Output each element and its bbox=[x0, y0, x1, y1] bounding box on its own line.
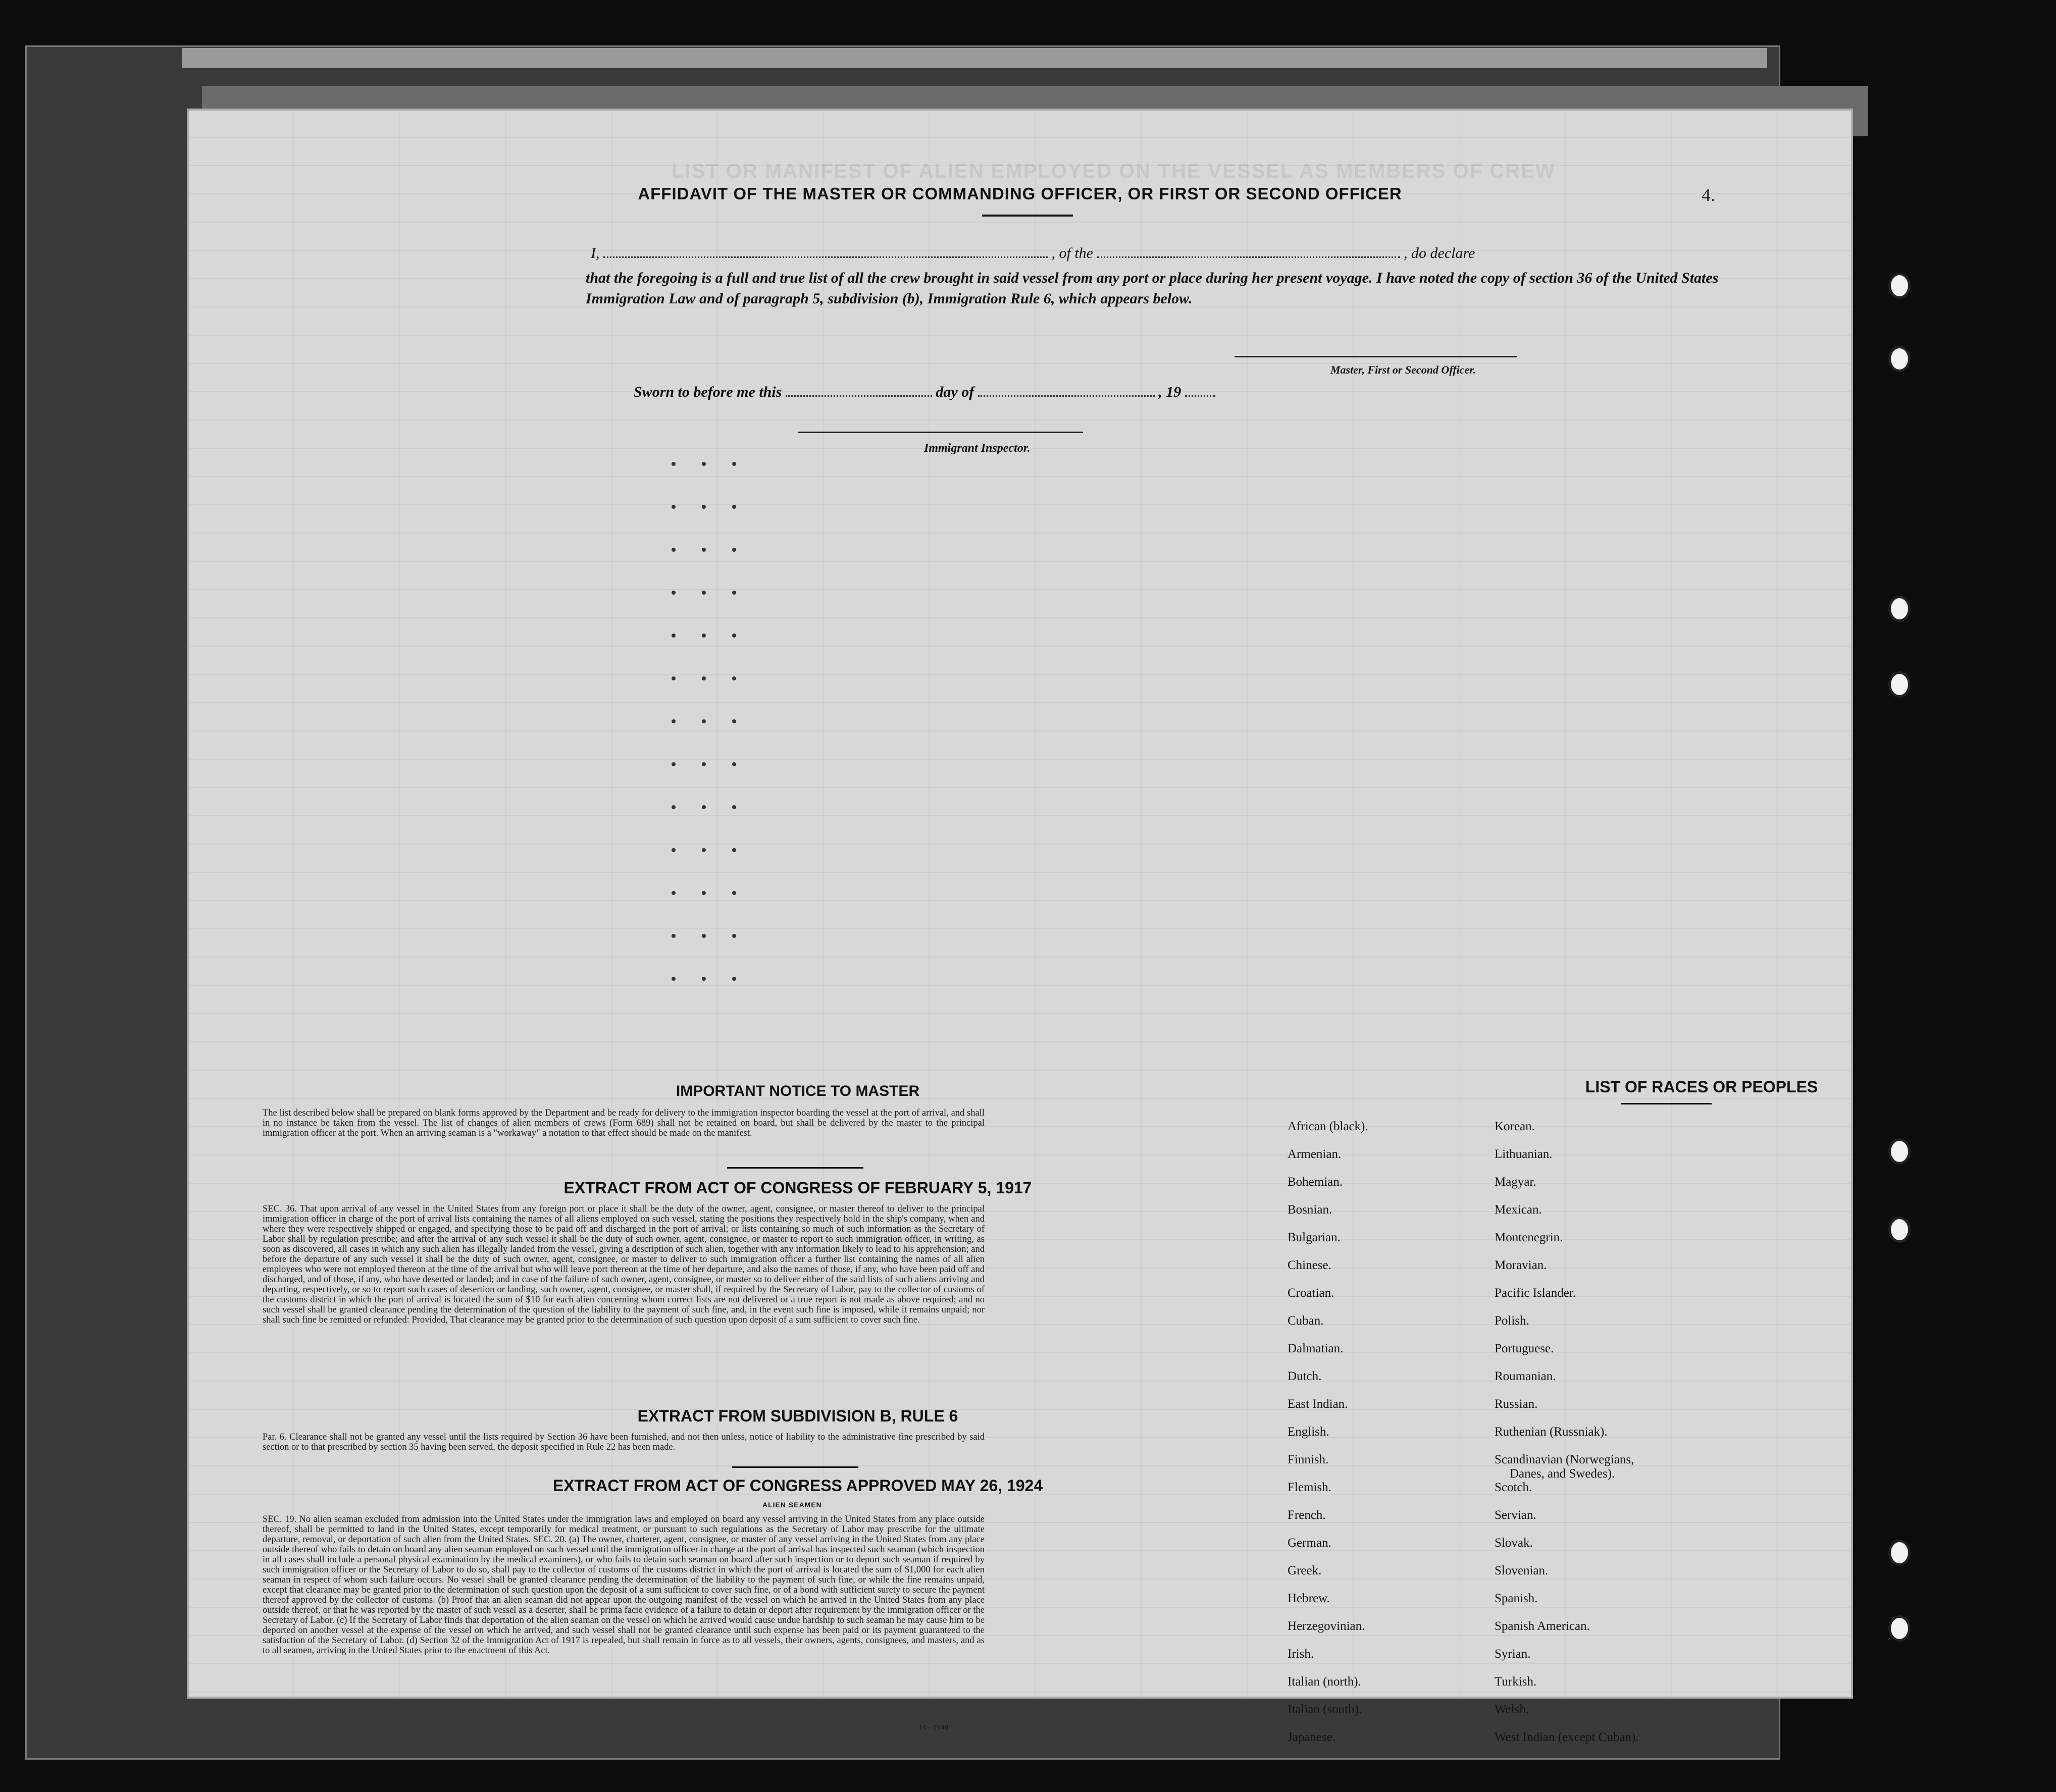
race-item: Spanish American. bbox=[1495, 1619, 1590, 1633]
extract-rule6-title: EXTRACT FROM SUBDIVISION B, RULE 6 bbox=[637, 1407, 958, 1425]
affidavit-title: AFFIDAVIT OF THE MASTER OR COMMANDING OFFICER, OR FIRST OR SECOND OFFICER bbox=[638, 184, 1402, 203]
race-item: Slovak. bbox=[1495, 1536, 1533, 1550]
race-item: Croatian. bbox=[1288, 1286, 1334, 1300]
race-item: Pacific Islander. bbox=[1495, 1286, 1576, 1300]
affidavit-body: that the foregoing is a full and true list of all the crew brought in said vessel from any port or place during her present voyage. I have noted the copy of section 36 of the United States Immigration Law and of paragraph 5, subdivision (b), Immigration Rule 6, which appears below. bbox=[586, 270, 1719, 307]
races-rule bbox=[1621, 1103, 1712, 1104]
race-item: Syrian. bbox=[1495, 1647, 1531, 1661]
bleed-through-dots bbox=[672, 462, 773, 1017]
alien-seamen-subtitle: ALIEN SEAMEN bbox=[762, 1501, 822, 1509]
race-item: Ruthenian (Russniak). bbox=[1495, 1425, 1608, 1439]
master-signature-label: Master, First or Second Officer. bbox=[1330, 363, 1476, 376]
race-item: Magyar. bbox=[1495, 1175, 1536, 1189]
sworn-month-field[interactable] bbox=[978, 384, 1155, 397]
sworn-line bbox=[634, 384, 1215, 401]
notice-title: IMPORTANT NOTICE TO MASTER bbox=[676, 1083, 920, 1099]
race-item: Herzegovinian. bbox=[1288, 1619, 1365, 1633]
race-item: Korean. bbox=[1495, 1120, 1535, 1133]
backing-sheet-edge bbox=[182, 48, 1767, 68]
extract-1924-text: SEC. 19. No alien seaman excluded from admission into the United States under the immigration laws and employed on board any vessel arriving in the United States from any place outside thereof, shall be permitted to land in the United States, except temporarily for medical treatment, or pursuant to such regulations as the Secretary of Labor may prescribe for the ultimate departure, removal, or deportation of such alien from the United States. SEC. 20. (a) The owner, charterer, agent, consignee, or master of any vessel arriving in the United States from any place outside thereof who fails to detain on board any alien seaman employed on such vessel until the immigration officer in charge at the port of arrival has inspected such seaman (which inspection in all cases shall include a personal physical examination by the medical examiners), or who fails to detain such seaman on board after such inspection or to deport such seaman if required by such immigration officer or the Secretary of Labor to do so, shall pay to the collector of customs of the customs district in which the port of arrival is located the sum of $1,000 for each alien seaman in respect of whom such failure occurs. No vessel shall be granted clearance pending the determination of the liability to the payment of such fine, or while the fine remains unpaid, except that clearance may be granted prior to the determination of such question upon the deposit of a sum sufficient to cover such fine, or of a bond with sufficient surety to secure the payment thereof approved by the collector of customs. (b) Proof that an alien seaman did not appear upon the outgoing manifest of the vessel on which he arrived in the United States from any place outside thereof, or that he was reported by the master of such vessel as a deserter, shall be prima facie evidence of a failure to detain or deport after requirement by the immigration officer or the Secretary of Labor. (c) If the Secretary of Labor finds that deportation of the alien seaman on the vessel on which he arrived would cause undue hardship to such seaman he may cause him to be deported on another vessel at the expense of the vessel on which he arrived, and such vessel shall not be granted clearance until such expense has been paid or its payment guaranteed to the satisfaction of the Secretary of Labor. (d) Section 32 of the Immigration Act of 1917 is repealed, but shall remain in force as to all vessels, their owners, agents, consignees, and masters, and as to all seamen, arriving in the United States prior to the enactment of this Act. bbox=[263, 1514, 985, 1656]
vessel-field[interactable] bbox=[1097, 245, 1400, 258]
race-item: Hebrew. bbox=[1288, 1592, 1330, 1605]
race-item: Russian. bbox=[1495, 1397, 1538, 1411]
punch-hole-icon bbox=[1888, 1540, 1911, 1566]
race-item: French. bbox=[1288, 1508, 1326, 1522]
sworn-year-field[interactable] bbox=[1185, 384, 1215, 397]
race-item: Finnish. bbox=[1288, 1453, 1329, 1466]
master-signature-line[interactable] bbox=[1235, 356, 1517, 357]
race-item: Slovenian. bbox=[1495, 1564, 1549, 1577]
race-item: Cuban. bbox=[1288, 1314, 1324, 1328]
extract-1917-title: EXTRACT FROM ACT OF CONGRESS OF FEBRUARY 5, 1917 bbox=[563, 1179, 1032, 1197]
race-item: Italian (north). bbox=[1288, 1675, 1361, 1689]
punch-hole-icon bbox=[1888, 273, 1911, 299]
races-title: LIST OF RACES OR PEOPLES bbox=[1585, 1078, 1818, 1096]
race-item: Dalmatian. bbox=[1288, 1342, 1344, 1355]
race-item: Dutch. bbox=[1288, 1369, 1322, 1383]
section-rule bbox=[732, 1466, 858, 1468]
race-item: Roumanian. bbox=[1495, 1369, 1556, 1383]
race-item: Japanese. bbox=[1288, 1730, 1336, 1744]
race-item: Moravian. bbox=[1495, 1258, 1547, 1272]
extract-rule6-text: Par. 6. Clearance shall not be granted any vessel until the lists required by Section 36 have been furnished, and not then unless, notice of liability to the administrative fine prescribed by said section or to that prescribed by section 35 having been served, the deposit specified in Rule 22 has been made. bbox=[263, 1432, 985, 1452]
race-item: Montenegrin. bbox=[1495, 1231, 1563, 1244]
punch-hole-icon bbox=[1888, 1217, 1911, 1243]
form-number: 14—1940 bbox=[919, 1724, 949, 1731]
race-item: German. bbox=[1288, 1536, 1331, 1550]
title-rule bbox=[982, 215, 1073, 217]
race-item: Lithuanian. bbox=[1495, 1147, 1553, 1161]
race-item: Scotch. bbox=[1495, 1481, 1532, 1494]
section-rule bbox=[727, 1167, 863, 1169]
race-item: Portuguese. bbox=[1495, 1342, 1554, 1355]
race-item: Scandinavian (Norwegians, bbox=[1495, 1453, 1634, 1466]
punch-hole-icon bbox=[1888, 1138, 1911, 1165]
race-item: East Indian. bbox=[1288, 1397, 1348, 1411]
inspector-signature-line[interactable] bbox=[798, 432, 1083, 433]
punch-hole-icon bbox=[1888, 1615, 1911, 1642]
race-item: Greek. bbox=[1288, 1564, 1322, 1577]
of-the-label: , of the bbox=[1051, 245, 1093, 261]
corner-mark: 4. bbox=[1702, 185, 1715, 205]
name-field[interactable] bbox=[603, 245, 1048, 258]
race-item: Polish. bbox=[1495, 1314, 1529, 1328]
punch-hole-icon bbox=[1888, 671, 1911, 698]
race-item: Welsh. bbox=[1495, 1703, 1529, 1716]
inspector-label: Immigrant Inspector. bbox=[924, 442, 1031, 455]
do-declare-label: , do declare bbox=[1404, 245, 1475, 261]
punch-hole-icon bbox=[1888, 596, 1911, 622]
race-item: Danes, and Swedes). bbox=[1510, 1467, 1615, 1481]
race-item: Bulgarian. bbox=[1288, 1231, 1341, 1244]
race-item: Bosnian. bbox=[1288, 1203, 1332, 1217]
punch-hole-icon bbox=[1888, 346, 1911, 372]
race-item: Chinese. bbox=[1288, 1258, 1331, 1272]
extract-1917-text: SEC. 36. That upon arrival of any vessel in the United States from any foreign port or place it shall be the duty of the owner, agent, consignee, or master thereof to deliver to the principal immigration officer in charge of the port of arrival lists containing the names of all aliens employed on such vessel, stating the positions they respectively hold in the ship's company, when and where they were respectively shipped or engaged, and specifying those to be paid off and discharged in the port of arrival; or lists containing so much of such information as the Secretary of Labor shall by regulation prescribe; and after the arrival of any such vessel it shall be the duty of such owner, agent, consignee, or master to report to such immigration officer, in writing, as soon as discovered, all cases in which any such alien has illegally landed from the vessel, giving a description of such alien, together with any information likely to lead to his apprehension; and before the departure of any such vessel it shall be the duty of such owner, agent, consignee, or master to deliver to such immigration officer a further list containing the names of all alien employees who were not employed thereon at the time of the arrival but who will leave port thereon at the time of her departure, and also the names of those, if any, who have been paid off and discharged, and of those, if any, who have deserted or landed; and in case of the failure of such owner, agent, consignee, or master so to deliver either of the said lists of such aliens arriving and departing, respectively, or so to report such cases of desertion or landing, such owner, agent, consignee, or master shall, if required by the Secretary of Labor, pay to the collector of customs of the customs district in which the port of arrival is located the sum of $10 for each alien concerning whom correct lists are not delivered or a true report is not made as above required; and no such vessel shall be granted clearance pending the determination of the question of the liability to the payment of such fine, and, in the event such fine is imposed, while it remains unpaid; nor shall such fine be remitted or refunded: Provided, That clearance may be granted prior to the determination of such question upon deposit of a sum sufficient to cover such fine. bbox=[263, 1204, 985, 1325]
race-item: Irish. bbox=[1288, 1647, 1314, 1661]
race-item: Turkish. bbox=[1495, 1675, 1537, 1689]
year-label: , 19 bbox=[1158, 384, 1181, 400]
race-item: Mexican. bbox=[1495, 1203, 1542, 1217]
race-item: Servian. bbox=[1495, 1508, 1536, 1522]
document-page bbox=[187, 109, 1853, 1744]
sworn-day-field[interactable] bbox=[786, 384, 932, 397]
declaration-line bbox=[591, 245, 1475, 262]
notice-text: The list described below shall be prepared on blank forms approved by the Department and be ready for delivery to the immigration inspector boarding the vessel at the port of arrival, and shall in no instance be taken from the vessel. The list of changes of alien members of crews (Form 689) shall not be retained on board, but shall be delivered by the master to the principal immigration officer at the port. When an arriving seaman is a "workaway" a notation to that effect should be made on the manifest. bbox=[263, 1108, 985, 1138]
sworn-label: Sworn to before me this bbox=[634, 384, 782, 400]
i-label: I, bbox=[591, 245, 600, 261]
extract-1924-title: EXTRACT FROM ACT OF CONGRESS APPROVED MAY 26, 1924 bbox=[552, 1477, 1043, 1495]
race-item: African (black). bbox=[1288, 1120, 1368, 1133]
race-item: English. bbox=[1288, 1425, 1329, 1439]
race-item: Spanish. bbox=[1495, 1592, 1538, 1605]
bleed-through-header: LIST OR MANIFEST OF ALIEN EMPLOYED ON THE VESSEL AS MEMBERS OF CREW bbox=[672, 160, 1556, 182]
race-item: Armenian. bbox=[1288, 1147, 1342, 1161]
day-of-label: day of bbox=[936, 384, 974, 400]
race-item: Flemish. bbox=[1288, 1481, 1331, 1494]
race-item: Bohemian. bbox=[1288, 1175, 1343, 1189]
race-item: Italian (south). bbox=[1288, 1703, 1362, 1716]
race-item: West Indian (except Cuban). bbox=[1495, 1730, 1639, 1744]
